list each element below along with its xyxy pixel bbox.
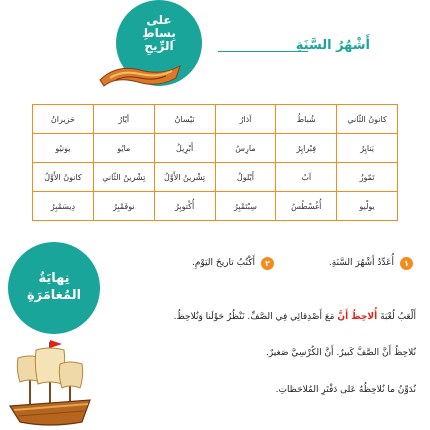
table-cell: أُغُسْطُسُ [276,192,337,221]
task-number-badge: ٢ [261,257,274,270]
task-instruction: أُعَدِّدُ أَشْهُرَ السَّنَةِ. [328,258,394,268]
table-cell: أُكْتوبِرُ [154,192,215,221]
paragraph-line-1 [116,311,416,323]
paragraph-line-3: نُدَوِّنُ ما نُلاحِظُهُ عَلى دَفْتَرِ المُلاحَظاتِ. [275,385,416,395]
paragraph-text: مَعَ أَصْدِقائِي فِي الصَّفِّ. نَنْظُرُ حَوْلَنا وَنُلاحِظُ. [173,312,335,322]
table-cell: كانونُ الثّاني [337,105,398,134]
paragraph-text: أَلْعَبُ لُعْبَةَ [380,312,416,322]
table-cell: يولْيو [337,192,398,221]
table-cell: أَبْرِيلُ [154,134,215,163]
table-cell: حَزيرانُ [33,105,94,134]
table-row [33,163,398,192]
badge-line-1: على [146,13,172,27]
table-cell: تَمّوزُ [337,163,398,192]
task-number-badge: ١ [400,257,413,270]
table-cell: دِيسَمْبِرُ [33,192,94,221]
table-cell: تِشْرينُ الثّاني [93,163,154,192]
ship-illustration [4,336,96,430]
table-cell: نوفَمْبِرُ [93,192,154,221]
end-badge-line-2: المُغامَرَةِ [26,288,82,303]
title-underline [218,51,308,52]
adventure-badge-text [116,14,202,53]
badge-line-3: الرِّيحِ [144,39,174,53]
table-row [33,134,398,163]
table-row [33,192,398,221]
flying-carpet-illustration [96,58,184,88]
table-cell: يونيُو [33,134,94,163]
section-title: أَشْهُرُ السَّنَةِ [295,38,370,53]
table-cell: آبُ [276,163,337,192]
table-cell: شُباطُ [276,105,337,134]
table-cell: فِبْرايِرُ [276,134,337,163]
task-instruction: أَكْتُبُ تاريخَ اليَوْمِ. [191,258,255,268]
table-cell: سِبْتَمْبِرُ [215,192,276,221]
table-cell: مايُو [93,134,154,163]
badge-line-2: بِساطِ [142,26,176,40]
table-cell: تِشْرينُ الأَوَّلُ [154,163,215,192]
table-cell: آذارُ [215,105,276,134]
table-row [33,105,398,134]
table-cell: يَنايِرُ [337,134,398,163]
table-cell: مارِسُ [215,134,276,163]
table-cell: كانونُ الأَوَّلُ [33,163,94,192]
paragraph-line-2: نُلاحِظُ أَنَّ الصَّفَّ كَبيرٌ. أَنَّ الكُرْسِيَّ صَغيرٌ. [265,348,416,358]
end-badge-line-1: نِهايَةُ [38,271,70,286]
highlighted-game-name: أُلاحِظُ أَنَّ [337,312,378,322]
table-cell: نَيْسانُ [154,105,215,134]
table-cell: أيّارُ [93,105,154,134]
months-table [32,104,398,221]
end-adventure-badge-text [8,270,100,304]
table-cell: أَيْلولُ [215,163,276,192]
